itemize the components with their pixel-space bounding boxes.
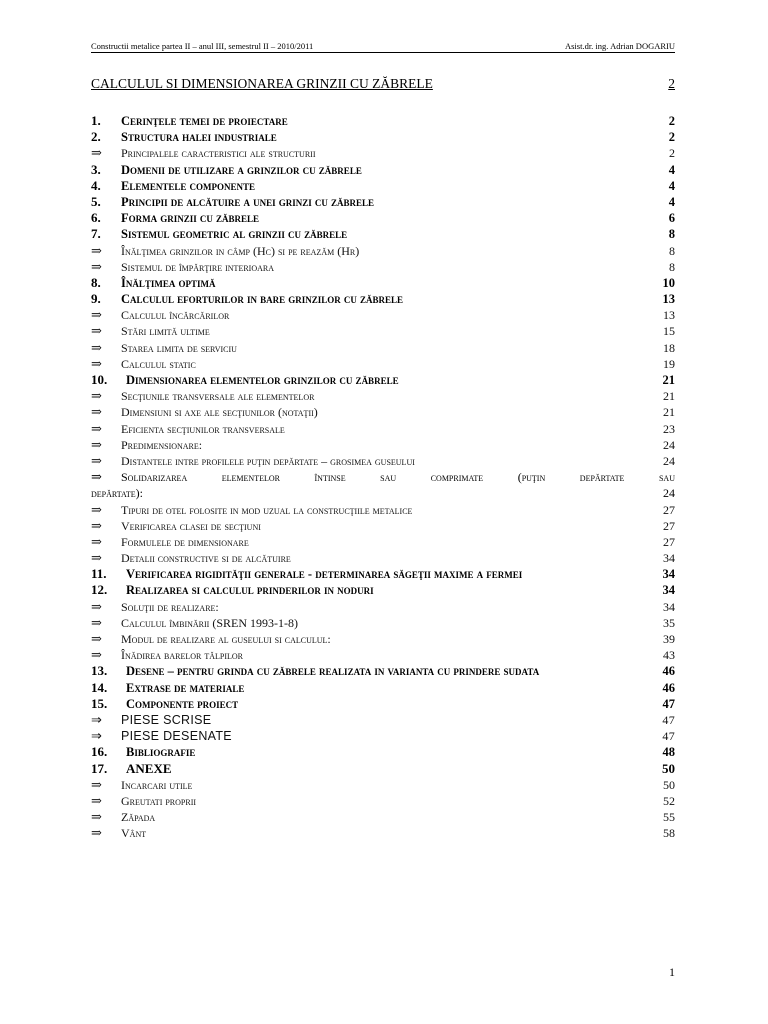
toc-section[interactable] [91,178,675,194]
toc-section[interactable] [91,372,675,388]
toc-entry-text: Înălţimea optimă [121,275,216,290]
toc-entry-page: 24 [663,453,675,468]
arrow-icon: ⇒ [91,728,103,744]
header-author: Asist.dr. ing. Adrian DOGARIU [564,41,675,51]
toc-entry-text: Stări limită ultime [121,324,210,339]
toc-entry-page: 4 [668,162,675,177]
toc-entry-text: Structura halei industriale [121,130,277,145]
toc-section[interactable] [91,226,675,242]
toc-entry-page: 52 [663,793,675,808]
arrow-icon: ⇒ [91,825,102,841]
arrow-icon: ⇒ [91,631,102,647]
toc-number: 14. [91,679,108,695]
toc-entry-page: 27 [663,502,675,517]
toc-section[interactable] [91,696,675,712]
toc-subsection[interactable] [91,712,675,728]
toc-main-title-text: CALCULUL SI DIMENSIONAREA GRINZII CU ZĂBRELE [91,76,433,91]
toc-subsection[interactable] [91,259,675,275]
toc-entry-page: 8 [669,243,675,258]
toc-entry-page: 34 [663,551,675,566]
toc-entry-text: Soluţii de realizare: [121,599,219,614]
toc-entry-text: Forma grinzii cu zăbrele [121,211,260,226]
toc-entry-text: Înădirea barelor tălpilor [121,648,243,663]
toc-subsection[interactable] [91,502,675,518]
toc-entry-text: PIESE DESENATE [121,729,232,744]
toc-entry-page: 24 [663,486,675,501]
arrow-icon: ⇒ [91,307,102,323]
running-header [91,41,675,53]
toc-entry-text: Starea limita de serviciu [121,340,237,355]
toc-entry-page: 24 [663,437,675,452]
toc-entry-page: 18 [663,340,675,355]
arrow-icon: ⇒ [91,420,102,436]
toc-subsection[interactable] [91,793,675,809]
arrow-icon: ⇒ [91,647,102,663]
toc-entry-text: Vânt [121,826,147,841]
toc-entry-page: 47 [662,696,675,711]
toc-entry[interactable] [91,469,675,501]
toc-entry-page: 19 [663,356,675,371]
toc-section[interactable] [91,744,675,760]
toc-entry-page: 15 [663,324,675,339]
toc-entry-text: Principii de alcătuire a unei grinzi cu zăbrele [121,194,375,209]
arrow-icon: ⇒ [91,436,102,452]
document-page [91,0,675,1024]
toc-entry-text: Extrase de materiale [126,680,245,695]
toc-entry-text: Verificarea clasei de secţiuni [121,518,261,533]
toc-section[interactable] [91,566,675,582]
toc-entry-page: 2 [668,130,675,145]
toc-number: 5. [91,193,101,209]
toc-subsection[interactable] [91,307,675,323]
toc-entry-page: 58 [663,826,675,841]
toc-entry-text: PIESE SCRISE [121,712,212,727]
toc-entry-text: Cerinţele temei de proiectare [121,114,288,128]
toc-entry-text: Sistemul geometric al grinzii cu zăbrele [121,227,348,242]
toc-section[interactable] [91,291,675,307]
toc-entry-text: Desene – pentru grinda cu zăbrele realizata in varianta cu prindere sudata [126,664,540,679]
toc-entry-text: Distantele intre profilele puţin depărtate – grosimea guseului [121,453,415,468]
toc-entry-text: Modul de realizare al guseului si calculul: [121,632,331,647]
toc-entry-text: Componente proiect [126,696,239,711]
toc-subsection[interactable] [91,243,675,259]
toc-entry-page: 27 [663,534,675,549]
toc-number: 12. [91,582,108,598]
toc-subsection[interactable] [91,534,675,550]
toc-entry-page: 8 [669,259,675,274]
toc-entry-page: 6 [668,211,675,226]
toc-subsection[interactable] [91,777,675,793]
header-course-title: Constructii metalice partea II – anul III, semestrul II – 2010/2011 [91,41,314,51]
arrow-icon: ⇒ [91,501,102,517]
toc-number: 8. [91,274,101,290]
toc-subsection[interactable] [91,599,675,615]
toc-entry-page: 2 [668,114,675,128]
toc-entry-page: 23 [663,421,675,436]
toc-entry-text: Secţiunile transversale ale elementelor [121,389,315,404]
toc-subsection[interactable] [91,404,675,420]
toc-number: 3. [91,161,101,177]
toc-entry-page: 39 [663,632,675,647]
toc-section[interactable] [91,210,675,226]
toc-number: 10. [91,372,108,387]
toc-subsection[interactable] [91,550,675,566]
toc-section[interactable] [91,680,675,696]
arrow-icon: ⇒ [91,598,102,614]
toc-entry-page: 48 [662,745,675,760]
toc-number: 17. [91,760,108,776]
arrow-icon: ⇒ [91,388,102,404]
toc-number: 15. [91,695,108,711]
toc-entry-text: Verificarea rigidităţii generale - determinarea săgeţii maxime a fermei [126,567,523,582]
toc-entry-text: Calculul eforturilor in bare grinzilor cu zăbrele [121,292,404,307]
toc-entry-page: 13 [662,292,675,307]
toc-entry-text: Dimensiuni si axe ale secţiunilor (notaţii) [121,405,318,420]
toc-entry-page: 35 [663,615,675,630]
toc-section[interactable] [91,275,675,291]
toc-subsection[interactable] [91,453,675,469]
toc-entry-page: 8 [668,227,675,242]
arrow-icon: ⇒ [91,258,102,274]
arrow-icon: ⇒ [91,355,102,371]
toc-section[interactable] [91,113,675,129]
toc-entry-text: Calculul încărcărilor [121,308,230,323]
toc-number: 9. [91,291,101,307]
arrow-icon: ⇒ [91,776,102,792]
toc-entry-text-continued: depărtate): [91,486,143,501]
toc-entry-page: 27 [663,518,675,533]
toc-entry-page: 47 [662,729,675,744]
toc-entry-page: 4 [668,178,675,193]
toc-section[interactable] [91,582,675,598]
toc-entry-text: Elementele componente [121,178,255,193]
toc-subsection[interactable] [91,356,675,372]
toc-entry-text: Solidarizarea elementelor întinse sau comprimate (puţin depărtate sau [121,470,675,485]
toc-subsection[interactable] [91,631,675,647]
arrow-icon: ⇒ [91,404,102,420]
toc-subsection[interactable] [91,145,675,161]
arrow-icon: ⇒ [91,792,102,808]
arrow-icon: ⇒ [91,242,102,258]
toc-subsection[interactable] [91,825,675,841]
toc-subsection[interactable] [91,809,675,825]
table-of-contents [91,113,675,841]
arrow-icon: ⇒ [91,452,102,468]
toc-entry-text: Domenii de utilizare a grinzilor cu zăbrele [121,162,362,177]
toc-subsection[interactable] [91,388,675,404]
toc-subsection[interactable] [91,518,675,534]
page-number: 1 [669,965,675,979]
toc-number: 1. [91,113,101,128]
toc-entry-page: 34 [662,567,675,582]
toc-subsection[interactable] [91,340,675,356]
toc-entry-text: Zăpada [121,810,156,825]
toc-entry-page: 21 [663,405,675,420]
toc-entry-text: Calculul static [121,356,196,371]
toc-subsection[interactable] [91,615,675,631]
toc-subsection[interactable] [91,647,675,663]
toc-entry-text: Calculul îmbinării (SREN 1993-1-8) [121,615,298,630]
toc-entry-text: Realizarea si calculul prinderilor in noduri [126,583,374,598]
toc-entry-page: 13 [663,308,675,323]
toc-entry-page: 10 [662,275,675,290]
toc-entry-text: Incarcari utile [121,777,193,792]
toc-entry-text: Formulele de dimensionare [121,534,249,549]
toc-entry-page: 55 [663,810,675,825]
toc-section[interactable] [91,162,675,178]
toc-number: 13. [91,663,108,679]
toc-entry-text: Dimensionarea elementelor grinzilor cu zăbrele [126,373,399,387]
toc-number: 11. [91,566,107,582]
toc-entry-text: Eficienta secţiunilor transversale [121,421,285,436]
toc-subsection[interactable] [91,437,675,453]
toc-entry-text: Bibliografie [126,745,196,760]
toc-entry-text: Predimensionare: [121,437,203,452]
toc-entry-page: 46 [662,664,675,679]
toc-subsection[interactable] [91,323,675,339]
arrow-icon: ⇒ [91,711,103,727]
toc-entry-text: ANEXE [126,760,172,776]
arrow-icon: ⇒ [91,533,102,549]
toc-entry-text: Sistemul de împărţire interioara [121,259,274,274]
toc-section[interactable] [91,129,675,145]
toc-entry-text: Greutati proprii [121,793,197,808]
toc-entry-text: Detalii constructive si de alcătuire [121,551,291,566]
toc-entry-text: Înălţimea grinzilor in câmp (Hc) si pe reazăm (Hr) [121,243,360,258]
toc-entry-page: 2 [669,146,675,161]
toc-number: 4. [91,177,101,193]
toc-entry-page: 34 [662,583,675,598]
toc-entry-page: 21 [662,373,675,387]
toc-entry-page: 34 [663,599,675,614]
toc-entry-page: 43 [663,648,675,663]
toc-main-title-page: 2 [668,76,675,91]
toc-number: 6. [91,210,101,226]
arrow-icon: ⇒ [91,145,102,161]
arrow-icon: ⇒ [91,614,102,630]
toc-entry-page: 46 [662,680,675,695]
toc-section[interactable] [91,761,675,777]
toc-entry-page: 50 [663,777,675,792]
toc-subsection[interactable] [91,421,675,437]
toc-subsection[interactable] [91,728,675,744]
toc-number: 16. [91,744,108,760]
toc-number: 2. [91,129,101,145]
arrow-icon: ⇒ [91,517,102,533]
toc-entry-page: 50 [662,760,675,776]
arrow-icon: ⇒ [91,550,102,566]
toc-entry-page: 47 [662,712,675,727]
toc-entry-page: 21 [663,389,675,404]
arrow-icon: ⇒ [91,469,102,485]
toc-section[interactable] [91,663,675,679]
toc-main-title[interactable] [91,76,675,92]
toc-entry-page: 4 [668,194,675,209]
toc-entry-text: Principalele caracteristici ale structurii [121,146,316,161]
toc-number: 7. [91,226,101,242]
arrow-icon: ⇒ [91,339,102,355]
arrow-icon: ⇒ [91,809,102,825]
toc-section[interactable] [91,194,675,210]
toc-entry-text: Tipuri de otel folosite in mod uzual la construcţiile metalice [121,502,413,517]
arrow-icon: ⇒ [91,323,102,339]
